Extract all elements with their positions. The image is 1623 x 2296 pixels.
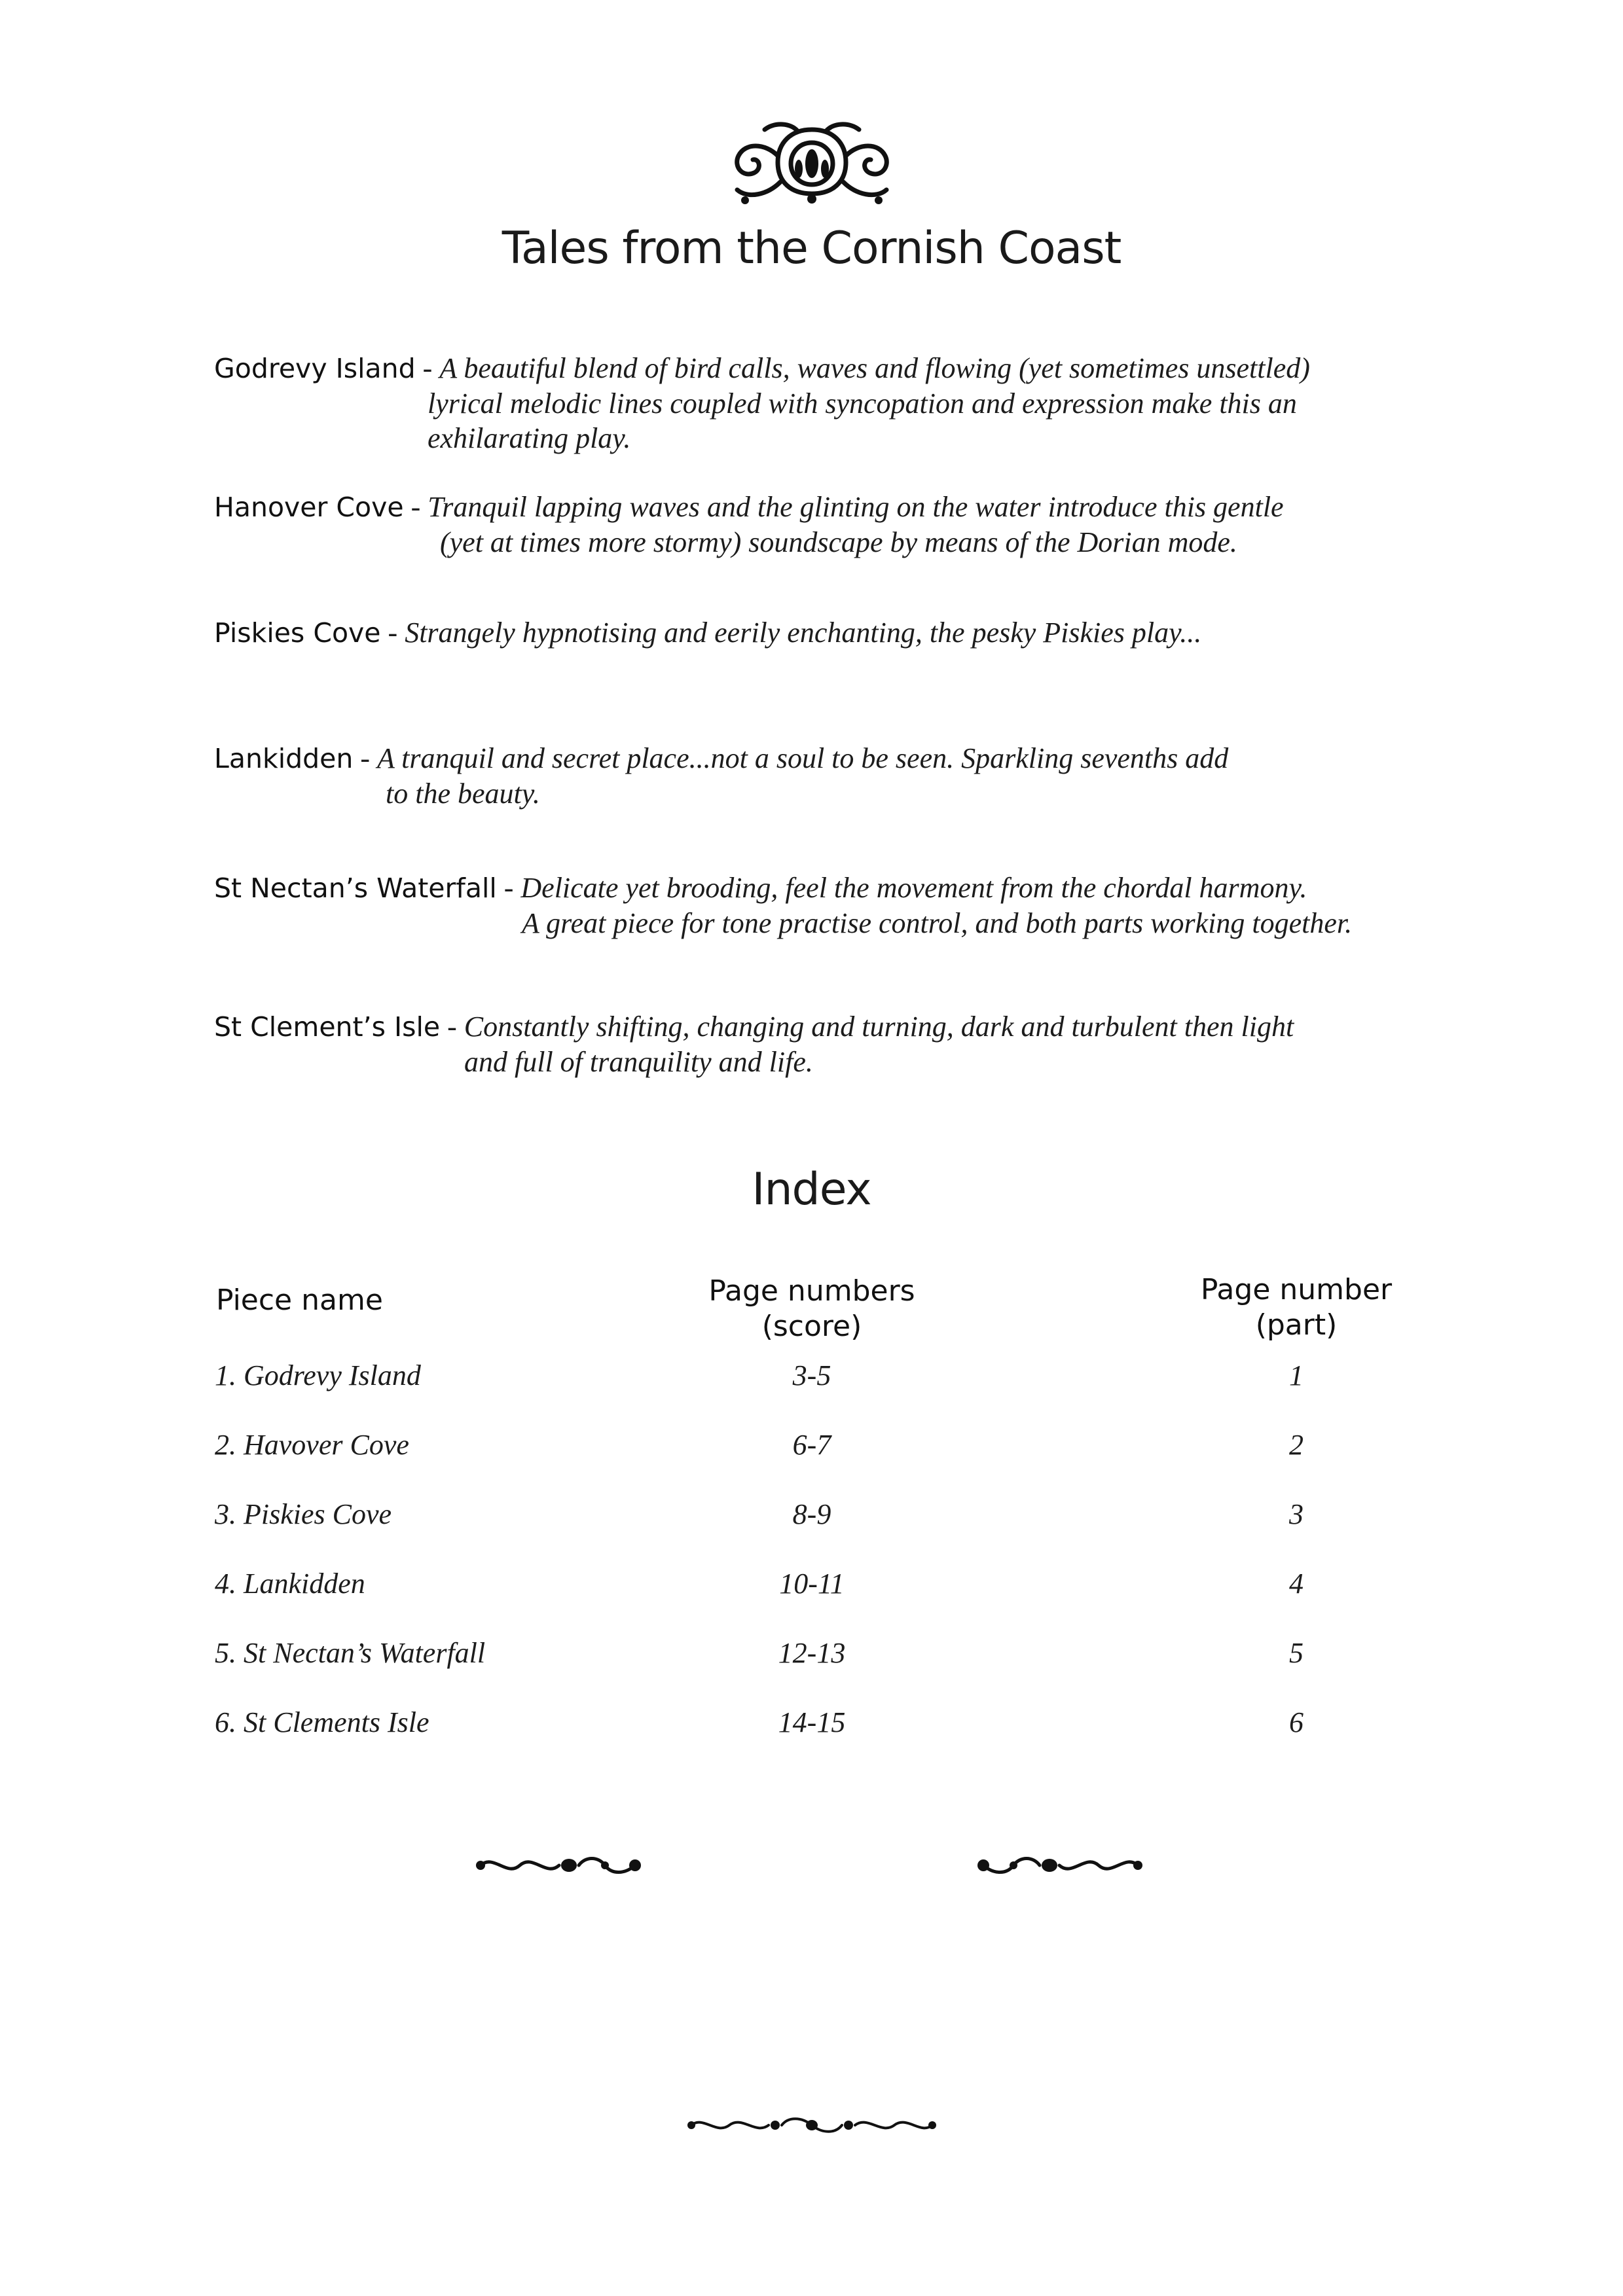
column-header-line: Page number xyxy=(1200,1273,1393,1306)
index-title: Index xyxy=(752,1164,871,1215)
index-piece-name: 3. Piskies Cove xyxy=(215,1498,392,1530)
index-score-pages: 3-5 xyxy=(792,1359,831,1391)
page-title: Tales from the Cornish Coast xyxy=(501,223,1122,274)
index-score-pages: 14-15 xyxy=(778,1706,846,1738)
piece-name: Hanover Cove xyxy=(214,492,404,523)
index-part-page: 4 xyxy=(1289,1568,1304,1600)
index-score-pages: 6-7 xyxy=(792,1429,831,1461)
index-score-pages: 12-13 xyxy=(778,1637,846,1669)
column-header-line: Page numbers xyxy=(708,1274,915,1308)
index-piece-name: 6. St Clements Isle xyxy=(215,1706,429,1738)
index-part-page: 2 xyxy=(1289,1429,1304,1461)
index-part-page: 3 xyxy=(1289,1498,1304,1530)
index-score-pages: 8-9 xyxy=(792,1498,831,1530)
piece-description: St Nectan’s Waterfall - Delicate yet brooding, feel the movement from the chordal harmony. A great piece for tone practise control, and both parts working together. xyxy=(214,872,1353,939)
description-text: Strangely hypnotising and eerily enchanting, the pesky Piskies play... xyxy=(405,617,1202,649)
description-line: and full of tranquility and life. xyxy=(464,1046,813,1078)
description-text: A beautiful blend of bird calls, waves and flowing (yet sometimes unsettled) xyxy=(439,352,1310,384)
piece-description: St Clement’s Isle - Constantly shifting, changing and turning, dark and turbulent then light and full of tranquility and life. xyxy=(214,1011,1294,1078)
piece-description: Piskies Cove - Strangely hypnotising and eerily enchanting, the pesky Piskies play... xyxy=(214,617,1202,649)
index-piece-name: 1. Godrevy Island xyxy=(215,1359,421,1391)
index-row xyxy=(0,1706,1623,1745)
piece-description: Lankidden - A tranquil and secret place...not a soul to be seen. Sparkling sevenths add to the beauty. xyxy=(214,742,1229,810)
index-part-page: 5 xyxy=(1289,1637,1304,1669)
column-header-piece-name: Piece name xyxy=(216,1283,383,1317)
index-row xyxy=(0,1567,1623,1606)
piece-name: St Nectan’s Waterfall xyxy=(214,872,497,904)
piece-name: Piskies Cove xyxy=(214,617,381,649)
index-row xyxy=(0,1428,1623,1467)
index-piece-name: 5. St Nectan’s Waterfall xyxy=(215,1637,486,1669)
piece-name: Lankidden xyxy=(214,743,354,774)
index-score-pages: 10-11 xyxy=(779,1568,845,1600)
description-line: exhilarating play. xyxy=(428,422,631,454)
index-row xyxy=(0,1359,1623,1398)
ornament-divider-icon xyxy=(684,2109,940,2142)
piece-description: Hanover Cove - Tranquil lapping waves and the glinting on the water introduce this gentle (yet at times more stormy) soundscape by means of the Dorian mode. xyxy=(214,491,1284,558)
column-header-line: (part) xyxy=(1255,1308,1338,1342)
piece-name: Godrevy Island xyxy=(214,353,416,384)
description-text: Tranquil lapping waves and the glinting on the water introduce this gentle xyxy=(428,491,1284,523)
description-text: A tranquil and secret place...not a soul to be seen. Sparkling sevenths add xyxy=(377,742,1229,774)
description-line: (yet at times more stormy) soundscape by means of the Dorian mode. xyxy=(440,526,1237,558)
index-part-page: 6 xyxy=(1289,1706,1304,1738)
index-part-page: 1 xyxy=(1289,1359,1304,1391)
index-row xyxy=(0,1498,1623,1537)
column-header-line: (score) xyxy=(761,1310,862,1343)
piece-name: St Clement’s Isle xyxy=(214,1011,441,1043)
description-text: Constantly shifting, changing and turning, dark and turbulent then light xyxy=(464,1011,1294,1043)
scroll-flourish-icon xyxy=(725,117,898,208)
column-header-score-pages xyxy=(681,1274,943,1344)
ornament-divider-icon xyxy=(474,1847,642,1884)
description-line: lyrical melodic lines coupled with syncopation and expression make this an xyxy=(428,387,1297,420)
index-piece-name: 2. Havover Cove xyxy=(215,1429,409,1461)
description-line: A great piece for tone practise control, and both parts working together. xyxy=(522,907,1353,939)
description-text: Delicate yet brooding, feel the movement from the chordal harmony. xyxy=(520,872,1307,904)
description-line: to the beauty. xyxy=(386,778,540,810)
index-piece-name: 4. Lankidden xyxy=(215,1568,365,1600)
column-header-part-page xyxy=(1165,1272,1427,1343)
ornament-divider-icon xyxy=(977,1847,1144,1884)
piece-description: Godrevy Island - A beautiful blend of bird calls, waves and flowing (yet sometimes unsettled) lyrical melodic lines coupled with syncopation and expression make this an exhilarating play. xyxy=(214,352,1310,454)
index-row xyxy=(0,1636,1623,1676)
